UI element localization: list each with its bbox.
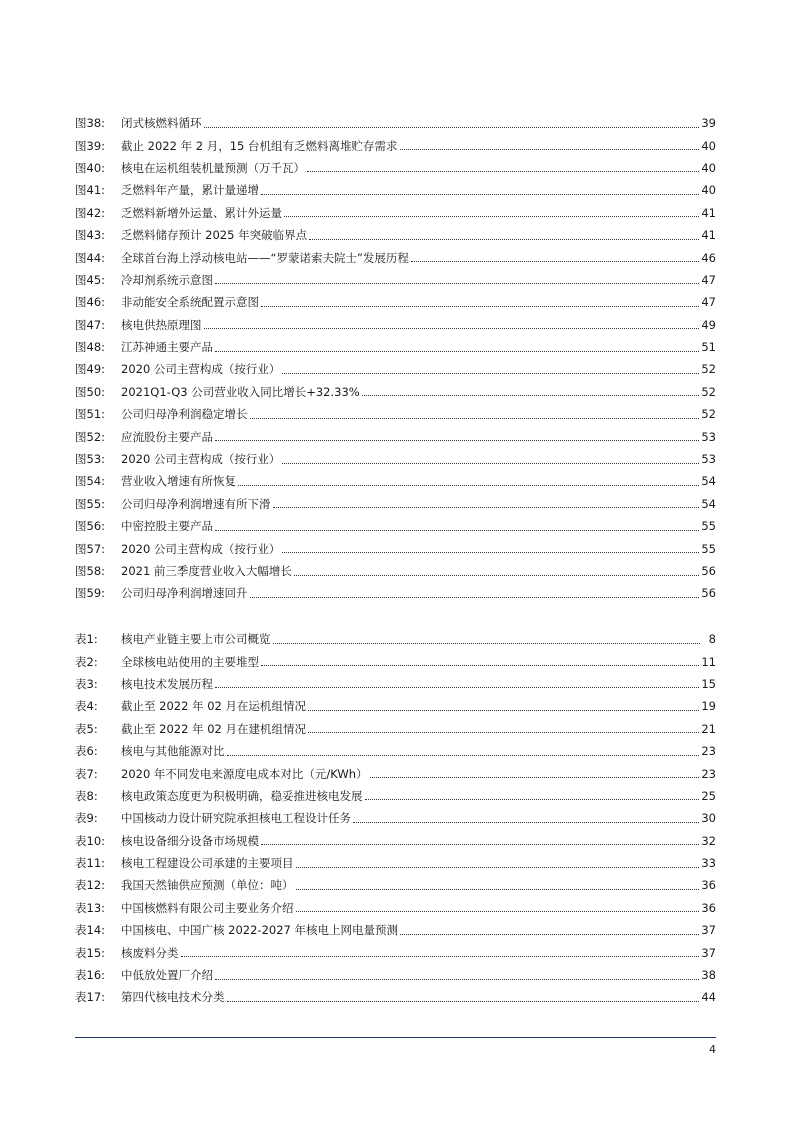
figure-toc-entry[interactable] (75, 381, 716, 403)
toc-entry-number: 图38: (75, 116, 106, 131)
toc-entry-title: 应流股份主要产品 (121, 429, 213, 444)
toc-entry-number: 图39: (75, 138, 106, 153)
figure-toc-entry[interactable] (75, 493, 716, 515)
dot-leader (308, 710, 699, 711)
figure-toc-entry[interactable] (75, 314, 716, 336)
dot-leader (411, 261, 699, 262)
toc-entry-page: 52 (701, 362, 716, 377)
toc-entry-number: 图56: (75, 519, 106, 534)
toc-entry-title: 乏燃料储存预计 2025 年突破临界点 (121, 228, 308, 243)
toc-entry-page: 52 (701, 384, 716, 399)
toc-entry-number: 图40: (75, 160, 106, 175)
dot-leader (362, 395, 700, 396)
dot-leader (215, 687, 699, 688)
dot-leader (273, 507, 700, 508)
toc-entry-title: 中国核动力设计研究院承担核电工程设计任务 (121, 811, 351, 826)
toc-entry-title: 核电技术发展历程 (121, 676, 213, 691)
dot-leader (215, 351, 699, 352)
toc-entry-page: 55 (701, 541, 716, 556)
toc-entry-number: 图50: (75, 384, 106, 399)
toc-entry-number: 图58: (75, 564, 106, 578)
table-toc-entry[interactable] (75, 919, 716, 941)
dot-leader (261, 306, 699, 307)
toc-entry-title: 截止 2022 年 2 月，15 台机组有乏燃料离堆贮存需求 (121, 138, 398, 153)
toc-entry-title: 非动能安全系统配置示意图 (121, 295, 259, 310)
dot-leader (284, 216, 699, 217)
figure-toc-entry[interactable] (75, 336, 716, 358)
dot-leader (227, 1001, 700, 1002)
toc-entry-page: 44 (701, 990, 716, 1005)
toc-entry-title: 乏燃料年产量，累计量递增 (121, 183, 259, 198)
toc-entry-page: 37 (701, 923, 716, 938)
toc-entry-page: 53 (701, 429, 716, 444)
toc-entry-number: 图54: (75, 474, 106, 489)
table-list (75, 628, 716, 1009)
page-number: 4 (709, 1043, 716, 1056)
dot-leader (282, 552, 699, 553)
table-toc-entry[interactable] (75, 740, 716, 762)
toc-entry-page: 40 (701, 160, 716, 175)
toc-entry-number: 表5: (75, 721, 98, 736)
toc-entry-title: 核电与其他能源对比 (121, 744, 225, 759)
toc-entry-number: 图59: (75, 586, 106, 601)
toc-entry-number: 表7: (75, 766, 98, 781)
toc-entry-title: 全球首台海上浮动核电站——“罗蒙诺索夫院士”发展历程 (121, 250, 409, 265)
dot-leader (250, 597, 700, 598)
table-toc-entry[interactable] (75, 964, 716, 986)
dot-leader (400, 149, 700, 150)
dot-leader (261, 844, 699, 845)
toc-entry-page: 52 (701, 407, 716, 422)
toc-entry-number: 表2: (75, 654, 98, 669)
toc-entry-number: 图46: (75, 295, 106, 310)
toc-entry-title: 核电设备细分设备市场规模 (121, 833, 259, 848)
toc-entry-number: 表4: (75, 699, 98, 714)
toc-entry-page: 41 (701, 228, 716, 243)
dot-leader (309, 239, 699, 240)
toc-entry-page: 36 (701, 878, 716, 893)
toc-entry-page: 39 (701, 116, 716, 131)
toc-entry-page: 23 (701, 744, 716, 759)
toc-entry-page: 21 (701, 721, 716, 736)
figure-toc-entry[interactable] (75, 202, 716, 224)
table-toc-entry[interactable] (75, 852, 716, 874)
toc-entry-title: 2021 前三季度营业收入大幅增长 (121, 564, 292, 578)
toc-entry-title: 2020 公司主营构成（按行业） (121, 452, 281, 467)
toc-entry-number: 图44: (75, 250, 106, 265)
toc-entry-page: 25 (701, 788, 716, 803)
toc-entry-number: 表11: (75, 856, 106, 871)
dot-leader (296, 889, 700, 890)
table-toc-entry[interactable] (75, 785, 716, 807)
dot-leader (282, 463, 699, 464)
toc-entry-page: 36 (701, 900, 716, 915)
toc-entry-page: 49 (701, 317, 716, 332)
dot-leader (181, 956, 700, 957)
dot-leader (261, 194, 699, 195)
table-toc-entry[interactable] (75, 762, 716, 784)
toc-entry-title: 核电在运机组装机量预测（万千瓦） (121, 160, 305, 175)
dot-leader (273, 643, 701, 644)
toc-entry-page: 37 (701, 945, 716, 960)
toc-entry-title: 2020 年不同发电来源度电成本对比（元/KWh） (121, 766, 368, 781)
toc-entry-title: 中密控股主要产品 (121, 519, 213, 534)
figure-toc-entry[interactable] (75, 425, 716, 447)
toc-entry-title: 核电产业链主要上市公司概览 (121, 632, 271, 647)
figure-toc-entry[interactable] (75, 179, 716, 201)
figure-toc-entry[interactable] (75, 157, 716, 179)
dot-leader (307, 171, 699, 172)
toc-entry-page: 38 (701, 968, 716, 983)
toc-entry-page: 30 (701, 811, 716, 826)
toc-entry-page: 47 (701, 295, 716, 310)
toc-entry-number: 表10: (75, 833, 106, 848)
figure-toc-entry[interactable] (75, 269, 716, 291)
table-toc-entry[interactable] (75, 807, 716, 829)
toc-entry-number: 表17: (75, 990, 106, 1005)
dot-leader (282, 373, 699, 374)
toc-entry-title: 核电政策态度更为积极明确，稳妥推进核电发展 (121, 788, 363, 803)
toc-entry-number: 表1: (75, 632, 98, 647)
toc-entry-title: 公司归母净利润稳定增长 (121, 407, 248, 422)
toc-entry-number: 表13: (75, 900, 106, 915)
toc-entry-number: 图51: (75, 407, 106, 422)
figure-toc-entry[interactable] (75, 560, 716, 582)
dot-leader (250, 418, 700, 419)
toc-entry-number: 表16: (75, 968, 106, 983)
toc-entry-title: 公司归母净利润增速回升 (121, 586, 248, 601)
table-toc-entry[interactable] (75, 650, 716, 672)
figure-toc-entry[interactable] (75, 246, 716, 268)
table-toc-entry[interactable] (75, 874, 716, 896)
toc-entry-number: 表15: (75, 945, 106, 960)
toc-entry-page: 41 (701, 205, 716, 220)
figure-toc-entry[interactable] (75, 291, 716, 313)
toc-entry-page: 54 (701, 474, 716, 489)
dot-leader (238, 485, 699, 486)
toc-entry-page: 56 (701, 586, 716, 601)
toc-entry-page: 54 (701, 496, 716, 511)
toc-entry-number: 表8: (75, 788, 98, 803)
toc-entry-page: 15 (701, 676, 716, 691)
toc-entry-title: 中国核燃料有限公司主要业务介绍 (121, 900, 294, 915)
table-toc-entry[interactable] (75, 830, 716, 852)
toc-entry-number: 图43: (75, 228, 106, 243)
dot-leader (296, 911, 700, 912)
toc-entry-number: 图41: (75, 183, 106, 198)
toc-entry-title: 2020 公司主营构成（按行业） (121, 541, 281, 556)
toc-entry-title: 江苏神通主要产品 (121, 340, 213, 355)
table-toc-entry[interactable] (75, 695, 716, 717)
figure-toc-entry[interactable] (75, 224, 716, 246)
figure-toc-entry[interactable] (75, 470, 716, 492)
toc-entry-number: 表6: (75, 744, 98, 759)
toc-entry-page: 40 (701, 183, 716, 198)
toc-entry-title: 核废料分类 (121, 945, 179, 960)
table-toc-entry[interactable] (75, 986, 716, 1008)
table-toc-entry[interactable] (75, 628, 716, 650)
toc-entry-page: 19 (701, 699, 716, 714)
figure-toc-entry[interactable] (75, 112, 716, 134)
dot-leader (227, 755, 700, 756)
dot-leader (308, 732, 699, 733)
toc-entry-number: 表12: (75, 878, 106, 893)
toc-entry-number: 图57: (75, 541, 106, 556)
toc-entry-number: 图48: (75, 340, 106, 355)
toc-entry-title: 核电供热原理图 (121, 317, 202, 332)
dot-leader (294, 575, 699, 576)
footer-divider (75, 1037, 716, 1038)
dot-leader (204, 127, 700, 128)
toc-entry-title: 闭式核燃料循环 (121, 116, 202, 131)
dot-leader (400, 934, 699, 935)
table-toc-entry[interactable] (75, 718, 716, 740)
toc-entry-page: 56 (701, 564, 716, 578)
toc-entry-title: 截止至 2022 年 02 月在运机组情况 (121, 699, 307, 714)
toc-entry-title: 中国核电、中国广核 2022-2027 年核电上网电量预测 (121, 923, 398, 938)
figure-toc-entry[interactable] (75, 134, 716, 156)
toc-entry-number: 表9: (75, 811, 98, 826)
toc-entry-number: 图49: (75, 362, 106, 377)
toc-entry-title: 2021Q1-Q3 公司营业收入同比增长+32.33% (121, 384, 360, 399)
toc-entry-title: 我国天然铀供应预测（单位：吨） (121, 878, 294, 893)
toc-entry-number: 表3: (75, 676, 98, 691)
table-toc-entry[interactable] (75, 673, 716, 695)
toc-entry-page: 47 (701, 272, 716, 287)
toc-entry-page: 53 (701, 452, 716, 467)
toc-entry-page: 33 (701, 856, 716, 871)
toc-entry-page: 40 (701, 138, 716, 153)
toc-entry-number: 图53: (75, 452, 106, 467)
dot-leader (204, 328, 700, 329)
toc-entry-number: 图55: (75, 496, 106, 511)
toc-entry-title: 2020 公司主营构成（按行业） (121, 362, 281, 377)
figure-list (75, 112, 716, 605)
toc-entry-page: 11 (701, 654, 716, 669)
figure-toc-entry[interactable] (75, 537, 716, 559)
toc-entry-title: 全球核电站使用的主要堆型 (121, 654, 259, 669)
dot-leader (215, 440, 699, 441)
table-toc-entry[interactable] (75, 941, 716, 963)
toc-entry-number: 图42: (75, 205, 106, 220)
toc-entry-page: 51 (701, 340, 716, 355)
dot-leader (296, 867, 700, 868)
toc-entry-number: 图45: (75, 272, 106, 287)
figure-toc-entry[interactable] (75, 515, 716, 537)
toc-entry-page: 23 (701, 766, 716, 781)
toc-entry-page: 46 (701, 250, 716, 265)
toc-entry-title: 中低放处置厂介绍 (121, 968, 213, 983)
dot-leader (215, 530, 699, 531)
toc-entry-title: 第四代核电技术分类 (121, 990, 225, 1005)
toc-entry-title: 冷却剂系统示意图 (121, 272, 213, 287)
toc-entry-number: 图47: (75, 317, 106, 332)
dot-leader (215, 283, 699, 284)
toc-entry-page: 8 (708, 632, 716, 647)
toc-entry-title: 营业收入增速有所恢复 (121, 474, 236, 489)
dot-leader (261, 665, 699, 666)
figure-toc-entry[interactable] (75, 403, 716, 425)
toc-entry-title: 核电工程建设公司承建的主要项目 (121, 856, 294, 871)
dot-leader (365, 799, 700, 800)
dot-leader (353, 822, 699, 823)
toc-entry-number: 表14: (75, 923, 106, 938)
figure-toc-entry[interactable] (75, 582, 716, 604)
figure-toc-entry[interactable] (75, 358, 716, 380)
toc-entry-number: 图52: (75, 429, 106, 444)
figure-toc-entry[interactable] (75, 448, 716, 470)
toc-entry-title: 乏燃料新增外运量、累计外运量 (121, 205, 282, 220)
table-toc-entry[interactable] (75, 897, 716, 919)
toc-entry-page: 55 (701, 519, 716, 534)
toc-entry-title: 公司归母净利润增速有所下滑 (121, 496, 271, 511)
dot-leader (215, 979, 699, 980)
dot-leader (370, 777, 700, 778)
toc-entry-title: 截止至 2022 年 02 月在建机组情况 (121, 721, 307, 736)
toc-entry-page: 32 (701, 833, 716, 848)
